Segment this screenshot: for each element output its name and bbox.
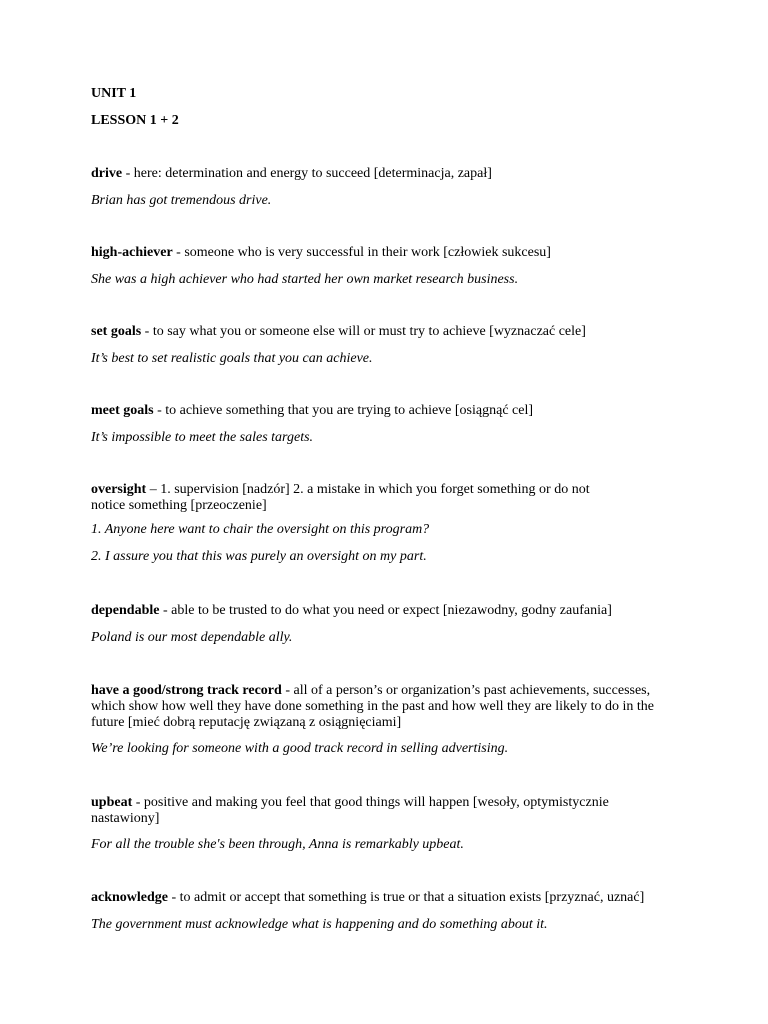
entry-example: She was a high achiever who had started her own market research business. (91, 272, 519, 287)
entry-definition (91, 603, 671, 619)
entry-term: upbeat (91, 795, 133, 810)
entry-example: For all the trouble she's been through, Anna is remarkably upbeat. (91, 837, 464, 852)
entry-term: drive (91, 166, 123, 181)
entry-separator: - (159, 603, 172, 618)
entry-separator: - (122, 166, 134, 181)
entry-definition (91, 166, 671, 182)
entry-term: have a good/strong track record (91, 683, 282, 698)
vocab-entry-upbeat (91, 795, 636, 853)
entry-definition (91, 890, 671, 906)
entry-example: Poland is our most dependable ally. (91, 630, 293, 645)
vocab-entry-track-record (91, 683, 666, 757)
entry-example: 1. Anyone here want to chair the oversight on this program? (91, 522, 430, 537)
entry-definition-text: all of a person’s or organization’s past achievements, successes, which show how well they have done something in the past and how well they are likely to do in the future [mieć dobrą reputację związaną z osiągnięciami] (91, 683, 654, 730)
entry-separator: - (168, 890, 180, 905)
vocab-entry-dependable (91, 603, 671, 646)
vocab-entry-acknowledge (91, 890, 671, 933)
entry-term: meet goals (91, 403, 154, 418)
entry-example: The government must acknowledge what is happening and do something about it. (91, 917, 548, 932)
entry-definition-text: able to be trusted to do what you need or expect [niezawodny, godny zaufania] (171, 603, 612, 618)
entry-separator: - (141, 324, 153, 339)
entry-separator: - (172, 245, 185, 260)
entry-definition (91, 683, 666, 731)
entry-definition (91, 245, 671, 261)
entry-separator: - (132, 795, 144, 810)
entry-definition-text: to admit or accept that something is true or that a situation exists [przyznać, uznać] (179, 890, 645, 905)
entry-separator: - (153, 403, 166, 418)
vocab-entry-set-goals (91, 324, 671, 367)
entry-example: We’re looking for someone with a good track record in selling advertising. (91, 741, 509, 756)
entry-definition-text: to say what you or someone else will or must try to achieve [wyznaczać cele] (152, 324, 586, 339)
entry-example: It’s best to set realistic goals that you can achieve. (91, 351, 373, 366)
entry-definition (91, 324, 671, 340)
entry-term: set goals (91, 324, 142, 339)
entry-definition-text: 1. supervision [nadzór] 2. a mistake in which you forget something or do not notice something [przeoczenie] (91, 482, 590, 513)
entry-definition (91, 482, 591, 514)
vocab-entry-oversight (91, 482, 591, 565)
vocab-entry-drive (91, 166, 671, 209)
entry-term: dependable (91, 603, 160, 618)
entry-term: acknowledge (91, 890, 168, 905)
entry-definition-text: someone who is very successful in their work [człowiek sukcesu] (184, 245, 551, 260)
entry-definition (91, 795, 636, 827)
vocab-entry-high-achiever (91, 245, 671, 288)
entry-term: oversight (91, 482, 147, 497)
entry-example: It’s impossible to meet the sales targets. (91, 430, 314, 445)
unit-heading: UNIT 1 (91, 86, 137, 101)
entry-definition (91, 403, 671, 419)
entry-definition-text: to achieve something that you are trying to achieve [osiągnąć cel] (165, 403, 534, 418)
entry-term: high-achiever (91, 245, 173, 260)
entry-example: Brian has got tremendous drive. (91, 193, 272, 208)
entry-separator: - (281, 683, 294, 698)
entry-definition-text: positive and making you feel that good things will happen [wesoły, optymistycznie nastawiony] (91, 795, 609, 826)
vocab-entry-meet-goals (91, 403, 671, 446)
entry-example: 2. I assure you that this was purely an oversight on my part. (91, 549, 427, 564)
entry-separator: – (146, 482, 161, 497)
entry-definition-text: here: determination and energy to succeed [determinacja, zapał] (133, 166, 492, 181)
lesson-heading: LESSON 1 + 2 (91, 113, 179, 128)
